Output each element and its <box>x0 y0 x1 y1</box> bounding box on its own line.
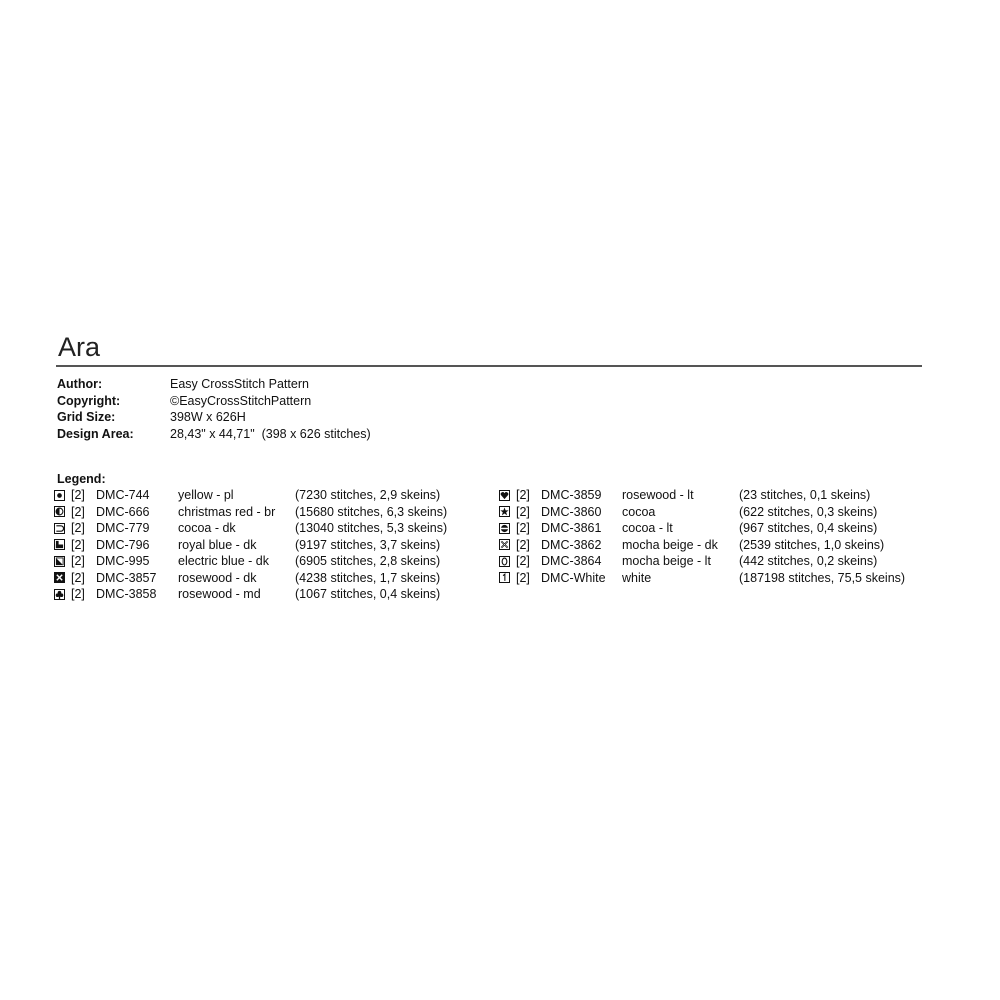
legend-row <box>54 570 447 587</box>
design-area-row <box>57 426 371 443</box>
legend-stitch-count: (9197 stitches, 3,7 skeins) <box>295 537 441 552</box>
legend-color-name: cocoa - lt <box>622 521 673 535</box>
legend-color-name: cocoa - dk <box>178 521 236 535</box>
star-symbol-icon <box>499 506 510 517</box>
zero-symbol-icon <box>499 556 510 567</box>
legend-color-code: DMC-796 <box>96 537 150 552</box>
legend-row <box>499 487 905 504</box>
legend-color-name: yellow - pl <box>178 488 234 502</box>
legend-strands: [2] <box>516 554 530 568</box>
legend-color-name: rosewood - md <box>178 587 261 601</box>
grid-size-row <box>57 409 371 426</box>
legend-color-name: mocha beige - dk <box>622 537 718 552</box>
legend-color-name: rosewood - dk <box>178 570 257 585</box>
legend-strands: [2] <box>516 521 530 535</box>
legend-column-right <box>499 487 905 586</box>
grid-size-label: Grid Size: <box>57 410 116 424</box>
legend-color-code: DMC-3861 <box>541 521 602 535</box>
legend-strands: [2] <box>71 554 85 568</box>
corner-block-symbol-icon <box>54 539 65 550</box>
legend-color-name: cocoa <box>622 504 656 519</box>
legend-color-code: DMC-3864 <box>541 554 602 568</box>
legend-color-code: DMC-744 <box>96 488 150 502</box>
legend-color-name: electric blue - dk <box>178 554 270 568</box>
copyright-row <box>57 393 371 410</box>
legend-row <box>54 520 447 537</box>
author-row <box>57 376 371 393</box>
legend-color-code: DMC-995 <box>96 554 150 568</box>
legend-color-code: DMC-3862 <box>541 537 602 552</box>
legend-strands: [2] <box>71 504 85 519</box>
legend-stitch-count: (7230 stitches, 2,9 skeins) <box>295 488 441 502</box>
legend-strands: [2] <box>516 504 530 519</box>
legend-color-code: DMC-3860 <box>541 504 602 519</box>
copyright-label: Copyright: <box>57 393 121 408</box>
design-area-value: 28,43" x 44,71" (398 x 626 stitches) <box>170 426 371 441</box>
legend-row <box>499 520 905 537</box>
banded-circle-symbol-icon <box>499 523 510 534</box>
legend-strands: [2] <box>516 537 530 552</box>
legend-stitch-count: (6905 stitches, 2,8 skeins) <box>295 554 441 568</box>
legend-color-code: DMC-3858 <box>96 587 157 601</box>
title-divider <box>56 365 922 367</box>
half-circle-symbol-icon <box>54 506 65 517</box>
legend-row <box>499 504 905 521</box>
legend-stitch-count: (442 stitches, 0,2 skeins) <box>739 554 878 568</box>
legend-row <box>54 504 447 521</box>
page-title: Ara <box>58 332 101 362</box>
legend-heading: Legend: <box>57 472 106 486</box>
legend-column-left <box>54 487 447 603</box>
legend-stitch-count: (622 stitches, 0,3 skeins) <box>739 504 878 519</box>
author-value: Easy CrossStitch Pattern <box>170 377 309 391</box>
triangle-symbol-icon <box>54 556 65 567</box>
legend-stitch-count: (4238 stitches, 1,7 skeins) <box>295 570 441 585</box>
legend-row <box>54 537 447 554</box>
legend-strands: [2] <box>71 587 85 601</box>
legend-row <box>499 553 905 570</box>
legend-stitch-count: (1067 stitches, 0,4 skeins) <box>295 587 441 601</box>
grid-size-value: 398W x 626H <box>170 410 246 424</box>
legend-strands: [2] <box>516 488 530 502</box>
legend-color-code: DMC-White <box>541 570 606 585</box>
author-label: Author: <box>57 377 103 391</box>
legend-row <box>499 537 905 554</box>
cross-symbol-icon <box>54 572 65 583</box>
legend-color-code: DMC-779 <box>96 521 150 535</box>
legend-color-code: DMC-666 <box>96 504 150 519</box>
copyright-value: ©EasyCrossStitchPattern <box>170 393 312 408</box>
legend-row <box>54 487 447 504</box>
legend-strands: [2] <box>516 570 530 585</box>
legend-row <box>499 570 905 587</box>
club-symbol-icon <box>54 589 65 600</box>
legend-strands: [2] <box>71 488 85 502</box>
legend-color-code: DMC-3859 <box>541 488 602 502</box>
pattern-info <box>57 376 371 442</box>
legend-strands: [2] <box>71 521 85 535</box>
dot-symbol-icon <box>54 490 65 501</box>
legend-strands: [2] <box>71 537 85 552</box>
legend-row <box>54 586 447 603</box>
legend-stitch-count: (967 stitches, 0,4 skeins) <box>739 521 878 535</box>
legend-stitch-count: (23 stitches, 0,1 skeins) <box>739 488 871 502</box>
legend-color-code: DMC-3857 <box>96 570 157 585</box>
heart-symbol-icon <box>499 490 510 501</box>
legend-color-name: christmas red - br <box>178 504 276 519</box>
legend-strands: [2] <box>71 570 85 585</box>
legend-stitch-count: (13040 stitches, 5,3 skeins) <box>295 521 448 535</box>
hook-symbol-icon <box>54 523 65 534</box>
legend-stitch-count: (2539 stitches, 1,0 skeins) <box>739 537 885 552</box>
legend-row <box>54 553 447 570</box>
legend-color-name: royal blue - dk <box>178 537 257 552</box>
legend-stitch-count: (15680 stitches, 6,3 skeins) <box>295 504 448 519</box>
design-area-label: Design Area: <box>57 426 134 441</box>
legend-color-name: rosewood - lt <box>622 488 694 502</box>
legend-color-name: white <box>622 570 652 585</box>
legend-stitch-count: (187198 stitches, 75,5 skeins) <box>739 570 906 585</box>
x-outline-symbol-icon <box>499 539 510 550</box>
legend-color-name: mocha beige - lt <box>622 554 711 568</box>
one-symbol-icon <box>499 572 510 583</box>
